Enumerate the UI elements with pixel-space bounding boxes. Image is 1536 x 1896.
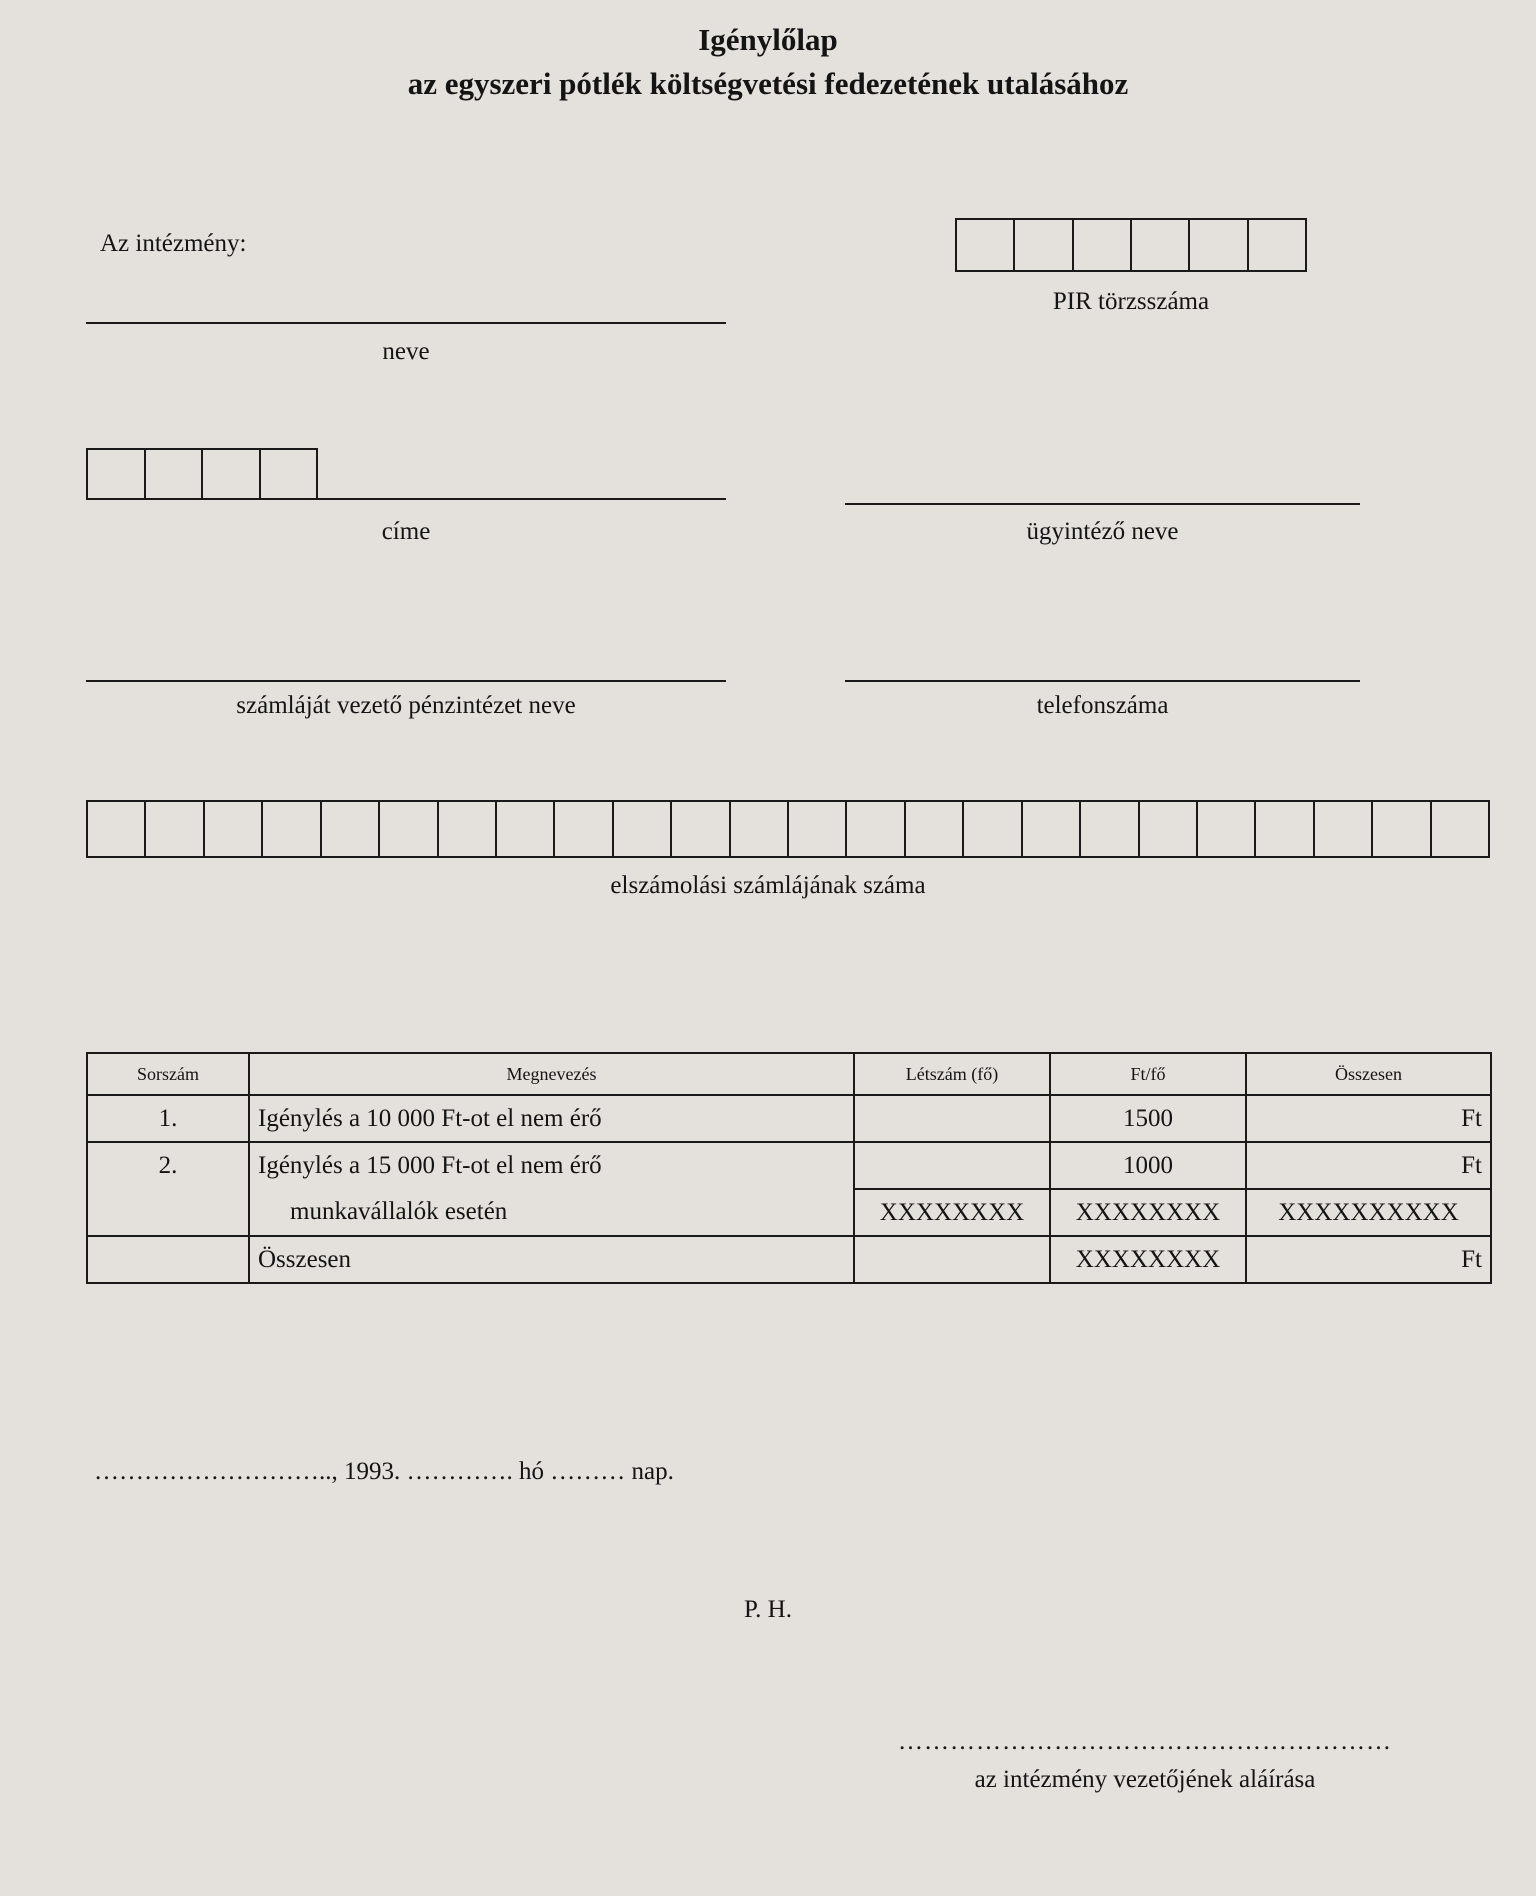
signature-label: az intézmény vezetőjének aláírása: [974, 1766, 1316, 1793]
row-number: [87, 1189, 249, 1236]
form-title: Igénylőlap: [698, 22, 838, 57]
pir-digit-box[interactable]: [957, 220, 1015, 270]
account-digit-box[interactable]: [1315, 802, 1373, 856]
account-digit-box[interactable]: [1432, 802, 1488, 856]
account-label: elszámolási számlájának száma: [610, 872, 926, 899]
row-description: Igénylés a 10 000 Ft-ot el nem érő: [249, 1095, 854, 1142]
account-digit-box[interactable]: [614, 802, 672, 856]
pir-digit-box[interactable]: [1190, 220, 1248, 270]
table-row: [87, 1142, 1491, 1189]
stamp-placeholder: P. H.: [744, 1596, 792, 1623]
account-digit-box[interactable]: [731, 802, 789, 856]
bank-line[interactable]: [86, 680, 726, 682]
account-digit-box[interactable]: [380, 802, 438, 856]
clerk-label: ügyintéző neve: [1026, 518, 1179, 545]
row-number: [87, 1236, 249, 1283]
col-header-headcount: Létszám (fő): [854, 1053, 1050, 1095]
account-digit-box[interactable]: [1373, 802, 1431, 856]
account-digit-box[interactable]: [1256, 802, 1314, 856]
col-header-number: Sorszám: [87, 1053, 249, 1095]
pir-digit-box[interactable]: [1132, 220, 1190, 270]
account-digit-box[interactable]: [88, 802, 146, 856]
name-label: neve: [382, 338, 430, 365]
signature-line[interactable]: …………………………………………………: [898, 1728, 1392, 1755]
account-digit-box[interactable]: [672, 802, 730, 856]
row-total: XXXXXXXXXX: [1246, 1189, 1491, 1236]
account-digit-box[interactable]: [146, 802, 204, 856]
row-per-person: XXXXXXXX: [1050, 1236, 1246, 1283]
address-label: címe: [381, 518, 431, 545]
phone-line[interactable]: [845, 680, 1360, 682]
table-header-row: [87, 1053, 1491, 1095]
account-digit-box[interactable]: [906, 802, 964, 856]
pir-digit-box[interactable]: [1074, 220, 1132, 270]
postal-digit-box[interactable]: [146, 450, 204, 498]
row-headcount[interactable]: [854, 1236, 1050, 1283]
row-total[interactable]: Ft: [1246, 1142, 1491, 1189]
pir-number-boxes[interactable]: [955, 218, 1307, 272]
account-digit-box[interactable]: [322, 802, 380, 856]
row-description: Összesen: [249, 1236, 854, 1283]
form-subtitle: az egyszeri pótlék költségvetési fedezetének utalásához: [407, 66, 1129, 101]
postal-code-boxes[interactable]: [86, 448, 318, 500]
row-per-person: 1000: [1050, 1142, 1246, 1189]
account-digit-box[interactable]: [1023, 802, 1081, 856]
row-headcount: XXXXXXXX: [854, 1189, 1050, 1236]
row-number: 1.: [87, 1095, 249, 1142]
account-digit-box[interactable]: [847, 802, 905, 856]
address-line[interactable]: [318, 498, 726, 500]
date-line[interactable]: ……………………….., 1993. …………. hó ……… nap.: [94, 1458, 674, 1485]
row-per-person: XXXXXXXX: [1050, 1189, 1246, 1236]
account-digit-box[interactable]: [964, 802, 1022, 856]
row-total[interactable]: Ft: [1246, 1236, 1491, 1283]
pir-digit-box[interactable]: [1015, 220, 1073, 270]
institution-heading: Az intézmény:: [100, 230, 247, 257]
row-headcount[interactable]: [854, 1095, 1050, 1142]
postal-digit-box[interactable]: [261, 450, 317, 498]
bank-label: számláját vezető pénzintézet neve: [236, 692, 576, 719]
postal-digit-box[interactable]: [203, 450, 261, 498]
table-row: [87, 1236, 1491, 1283]
account-digit-box[interactable]: [439, 802, 497, 856]
table-row: [87, 1095, 1491, 1142]
postal-digit-box[interactable]: [88, 450, 146, 498]
col-header-per-person: Ft/fő: [1050, 1053, 1246, 1095]
account-digit-box[interactable]: [497, 802, 555, 856]
row-headcount[interactable]: [854, 1142, 1050, 1189]
account-number-boxes[interactable]: [86, 800, 1490, 858]
pir-label: PIR törzsszáma: [1052, 288, 1210, 315]
account-digit-box[interactable]: [555, 802, 613, 856]
pir-digit-box[interactable]: [1249, 220, 1305, 270]
row-description: munkavállalók esetén: [249, 1189, 854, 1236]
row-description: Igénylés a 15 000 Ft-ot el nem érő: [249, 1142, 854, 1189]
clerk-line[interactable]: [845, 503, 1360, 505]
account-digit-box[interactable]: [1140, 802, 1198, 856]
request-table: [86, 1052, 1492, 1284]
account-digit-box[interactable]: [205, 802, 263, 856]
phone-label: telefonszáma: [1036, 692, 1169, 719]
account-digit-box[interactable]: [1198, 802, 1256, 856]
name-line[interactable]: [86, 322, 726, 324]
col-header-description: Megnevezés: [249, 1053, 854, 1095]
account-digit-box[interactable]: [789, 802, 847, 856]
row-per-person: 1500: [1050, 1095, 1246, 1142]
row-total[interactable]: Ft: [1246, 1095, 1491, 1142]
account-digit-box[interactable]: [263, 802, 321, 856]
account-digit-box[interactable]: [1081, 802, 1139, 856]
table-row: [87, 1189, 1491, 1236]
col-header-total: Összesen: [1246, 1053, 1491, 1095]
row-number: 2.: [87, 1142, 249, 1189]
